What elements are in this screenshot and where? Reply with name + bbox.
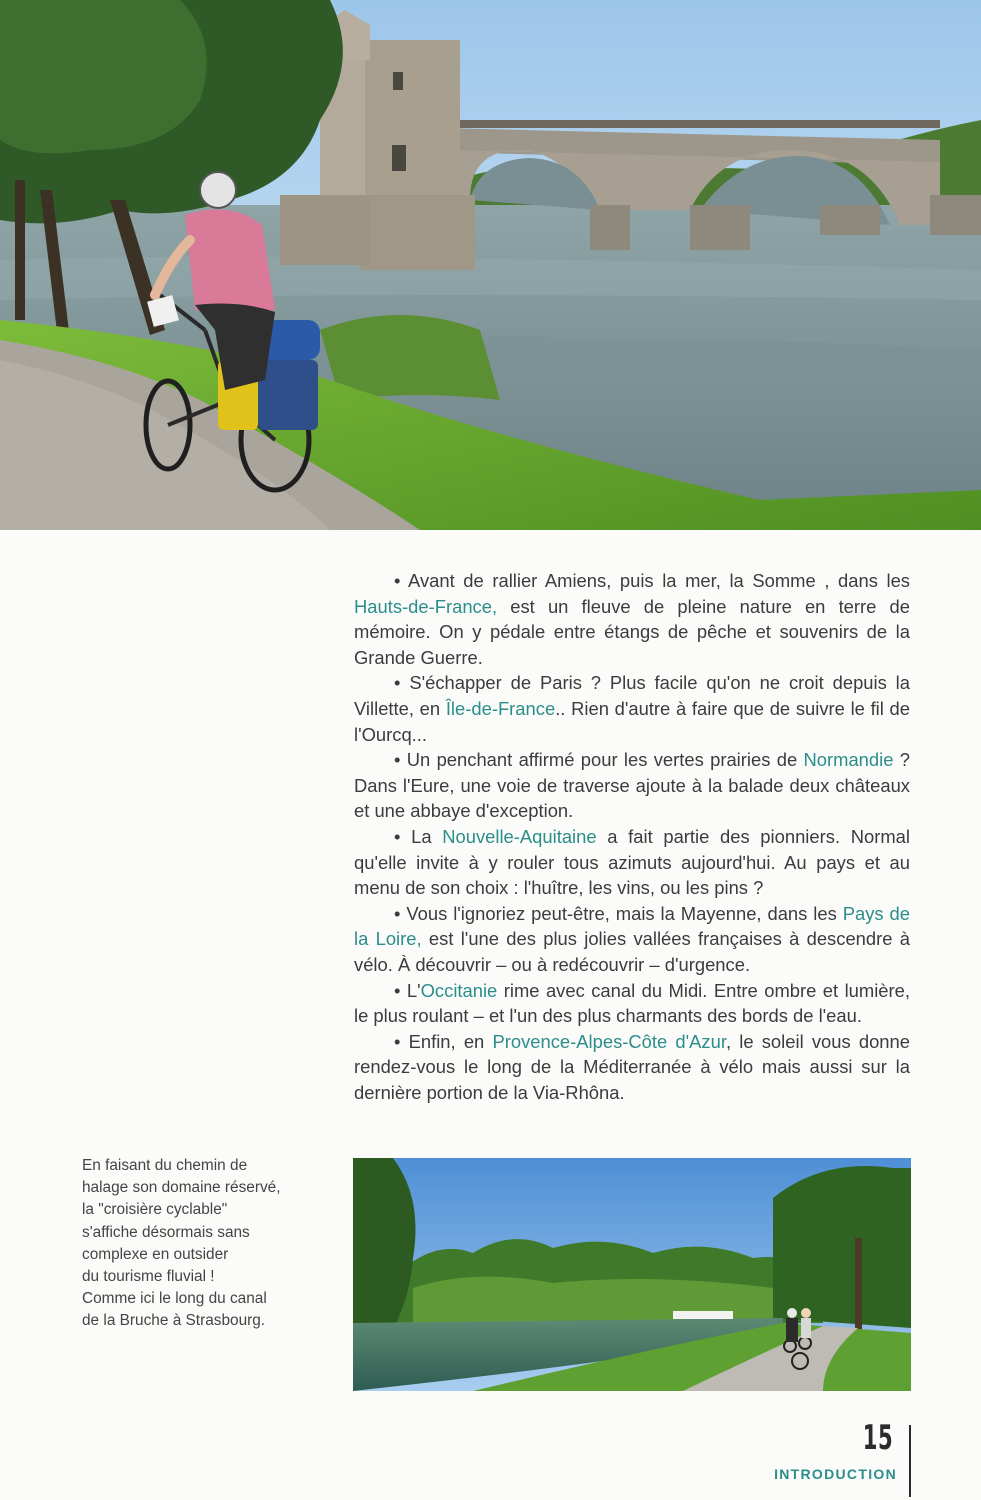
photo-caption	[82, 1155, 312, 1333]
caption-line: la "croisière cyclable"	[82, 1201, 228, 1219]
paragraph-normandie	[354, 747, 910, 824]
caption-line: Comme ici le long du canal	[82, 1290, 267, 1308]
folio-divider	[909, 1425, 911, 1497]
paragraph-text: est un fleuve de pleine nature en terre de mémoire. On y pédale entre étangs de pêche et souvenirs de la Grande Guerre.	[354, 595, 910, 668]
canal-photo	[353, 1158, 911, 1391]
region-link-ile-de-france: Île-de-France	[445, 697, 556, 719]
paragraph-text: .. Rien d'autre à faire que de suivre le fil de l'Ourcq...	[354, 697, 911, 745]
canal-bruche-cyclists-illustration	[353, 1158, 911, 1391]
region-link-normandie: Normandie	[803, 749, 894, 771]
caption-line: halage son domaine réservé,	[82, 1179, 281, 1197]
region-link-nouvelle-aquitaine: Nouvelle-Aquitaine	[442, 825, 597, 847]
paragraph-text: , le soleil vous donne rendez-vous le long de la Méditerranée à vélo mais aussi sur la dernière portion de la Via-Rhôna.	[354, 1030, 910, 1103]
paragraph-paris	[354, 670, 910, 747]
paragraph-text: • S'échapper de Paris ? Plus facile qu'on ne croit depuis la Villette, en	[354, 672, 910, 719]
hero-photo	[0, 0, 981, 530]
paragraph-text: • La	[394, 825, 443, 847]
caption-line: En faisant du chemin de	[82, 1157, 248, 1174]
region-link-pays-de-la-loire: Pays de la Loire,	[354, 902, 911, 950]
paragraph-somme	[354, 568, 910, 670]
caption-line: du tourisme fluvial !	[82, 1268, 215, 1286]
paragraph-mayenne	[354, 901, 910, 978]
paragraph-paca	[354, 1029, 910, 1106]
paragraph-occitanie	[354, 978, 910, 1029]
caption-line: de la Bruche à Strasbourg.	[82, 1312, 266, 1330]
paragraph-text: est l'une des plus jolies vallées françaises à descendre à vélo. À découvrir – ou à redécouvrir – d'urgence.	[354, 928, 910, 975]
paragraph-text: • Vous l'ignoriez peut-être, mais la Mayenne, dans les	[394, 902, 843, 924]
section-label: INTRODUCTION	[774, 1466, 897, 1482]
page-number: 15	[862, 1418, 893, 1458]
body-text	[354, 568, 910, 1105]
paragraph-text: • Avant de rallier Amiens, puis la mer, la Somme , dans les	[394, 570, 910, 591]
region-link-hauts-de-france: Hauts-de-France,	[354, 595, 498, 617]
paragraph-text: • Enfin, en	[394, 1030, 493, 1052]
paragraph-text: rime avec canal du Midi. Entre ombre et lumière, le plus roulant – et l'un des plus charmants des bords de l'eau.	[354, 979, 910, 1027]
pont-avignon-cyclist-illustration	[0, 0, 981, 530]
caption-line: complexe en outsider	[82, 1245, 229, 1263]
paragraph-text: ? Dans l'Eure, une voie de traverse ajoute à la balade deux châteaux et une abbaye d'exception.	[354, 749, 910, 822]
caption-line: s'affiche désormais sans	[82, 1223, 250, 1241]
paragraph-text: • L'	[394, 979, 421, 1001]
paragraph-nouvelle-aquitaine	[354, 824, 910, 901]
region-link-occitanie: Occitanie	[420, 979, 498, 1001]
region-link-provence-alpes-cote-d-azur: Provence-Alpes-Côte d'Azur	[492, 1030, 726, 1052]
paragraph-text: • Un penchant affirmé pour les vertes prairies de	[394, 749, 804, 771]
paragraph-text: a fait partie des pionniers. Normal qu'elle invite à y rouler tous azimuts aujourd'hui. Au pays et au menu de son choix : l'huître, les vins, ou les pins ?	[354, 825, 910, 899]
